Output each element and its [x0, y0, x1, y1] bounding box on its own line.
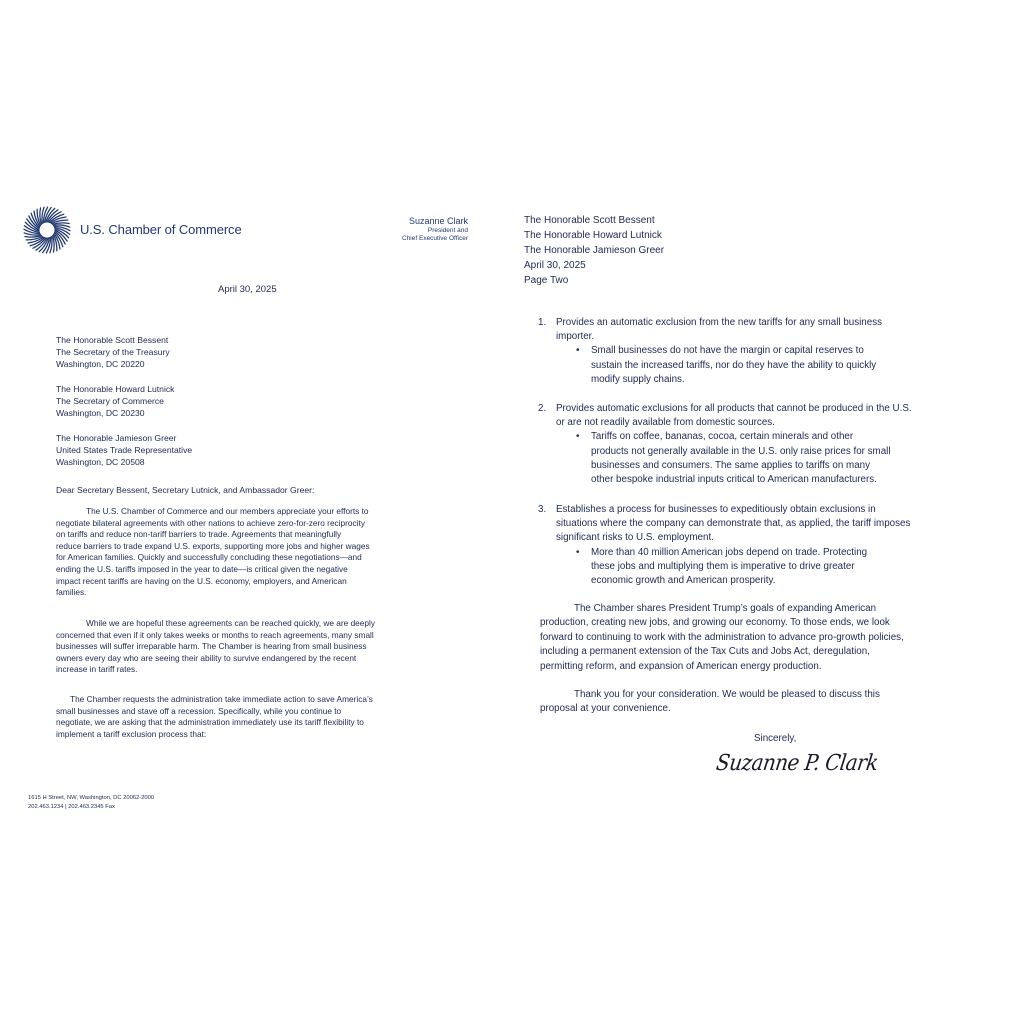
item-text-line: Provides automatic exclusions for all products that cannot be produced in the U.S. [556, 403, 912, 414]
letter-page-two [510, 205, 1010, 825]
item-number: 2. [538, 403, 547, 414]
addressee-line: The Secretary of the Treasury [56, 347, 170, 357]
paragraph-line: While we are hopeful these agreements can be reached quickly, we are deeply [86, 618, 376, 628]
bullet-text-line: modify supply chains. [591, 373, 685, 385]
paragraph-line: impact recent tariffs are having on the U.S. economy, employers, and American [56, 575, 347, 586]
addressee-line: The Secretary of Commerce [56, 396, 164, 406]
paragraph-line: The Chamber requests the administration take immediate action to save America’s [70, 694, 373, 704]
body-paragraph [56, 694, 461, 740]
salutation: Dear Secretary Bessent, Secretary Lutnick, and Ambassador Greer: [56, 485, 315, 495]
addressee-line: The Honorable Howard Lutnick [56, 384, 175, 394]
signature-text: Suzanne P. Clark [714, 751, 880, 776]
paragraph-line: on tariffs and reduce non-tariff barriers to trade. Agreements that meaningfully [56, 529, 342, 540]
executive-name: Suzanne Clark [408, 216, 468, 226]
item-number: 1. [538, 317, 547, 328]
bullet-text-line: these jobs and multiplying them is imperative to drive greater [591, 560, 855, 572]
addressee-line: The Honorable Scott Bessent [56, 335, 169, 345]
addressee-line: Washington, DC 20230 [56, 408, 145, 418]
handwritten-signature [710, 743, 890, 805]
executive-title-line: Chief Executive Officer [402, 235, 468, 242]
addressee-line: The Honorable Jamieson Greer [56, 433, 177, 443]
bullet-text-line: Small businesses do not have the margin or capital reserves to [591, 345, 864, 357]
addressee-block [56, 334, 170, 370]
bullet-text-line: economic growth and American prosperity. [591, 575, 776, 587]
addressee-line: United States Trade Representative [56, 445, 193, 455]
addressee-block [56, 432, 192, 468]
body-paragraph [56, 506, 461, 599]
item-text-line: or are not readily available from domestic sources. [556, 417, 775, 429]
bullet-text-line: businesses and consumers. The same applies to tariffs on many [591, 459, 870, 471]
paragraph-line: permitting reform, and expansion of American energy production. [540, 660, 822, 672]
bullet-text-line: Tariffs on coffee, bananas, cocoa, certain minerals and other [591, 431, 854, 443]
paragraph-line: reduce barriers to trade expand U.S. exports, supporting more jobs and higher wages [56, 540, 370, 551]
letter-date: April 30, 2025 [218, 284, 277, 295]
bullet-point [574, 344, 882, 387]
paragraph-line: implement a tariff exclusion process that: [56, 728, 207, 739]
chamber-logo-icon [22, 205, 72, 255]
body-paragraph [540, 602, 904, 674]
paragraph-line: The U.S. Chamber of Commerce and our members appreciate your efforts to [86, 506, 369, 516]
paragraph-line: Thank you for your consideration. We would be pleased to discuss this [574, 689, 880, 700]
letter-footer [28, 794, 154, 812]
item-number: 3. [538, 504, 547, 515]
header-line: The Honorable Scott Bessent [524, 215, 655, 226]
header-line: The Honorable Jamieson Greer [524, 245, 665, 256]
footer-address: 1615 H Street, NW, Washington, DC 20062-2000 [28, 795, 155, 801]
item-text-line: situations where the company can demonstrate that, as applied, the tariff imposes [556, 518, 911, 530]
paragraph-line: production, creating new jobs, and growing our economy. To those ends, we look [540, 617, 890, 629]
item-text-line: Establishes a process for businesses to expeditiously obtain exclusions in [556, 504, 876, 515]
bullet-text-line: More than 40 million American jobs depend on trade. Protecting [591, 546, 868, 558]
item-text-line: Provides an automatic exclusion from the new tariffs for any small business [556, 317, 882, 328]
closing-salutation: Sincerely, [754, 733, 797, 744]
executive-title-line: President and [427, 227, 468, 234]
bullet-point [574, 546, 910, 589]
body-paragraph [56, 618, 461, 676]
footer-phone: 202.463.1234 | 202.463.2345 Fax [28, 804, 115, 810]
addressee-line: Washington, DC 20508 [56, 457, 145, 467]
addressee-block [56, 383, 174, 419]
paragraph-line: businesses will suffer irreparable harm. The Chamber is hearing from small business [56, 641, 367, 652]
bullet-icon: • [576, 546, 580, 558]
paragraph-line: ending the U.S. tariffs imposed in the year to date—is critical given the negative [56, 563, 348, 574]
paragraph-line: increase in tariff rates. [56, 664, 138, 675]
bullet-point [574, 430, 912, 487]
organization-name: U.S. Chamber of Commerce [80, 222, 242, 237]
addressee-line: Washington, DC 20220 [56, 359, 145, 369]
header-line: April 30, 2025 [524, 260, 586, 271]
paragraph-line: The Chamber shares President Trump’s goals of expanding American [574, 603, 877, 614]
paragraph-line: for American families. Quickly and successfully concluding these negotiations—and [56, 552, 362, 563]
header-line: Page Two [524, 275, 569, 286]
bullet-text-line: sustain the increased tariffs, nor do they have the ability to quickly [591, 359, 877, 371]
page-two-header [524, 213, 664, 288]
letter-page-one [14, 200, 494, 820]
executive-block [402, 216, 468, 243]
item-text-line: significant risks to U.S. employment. [556, 532, 714, 544]
item-text-line: importer. [556, 331, 595, 343]
paragraph-line: families. [56, 587, 87, 598]
paragraph-line: concerned that even if it only takes weeks or months to reach agreements, many small [56, 629, 374, 640]
paragraph-line: small businesses and stave off a recession. Specifically, while you continue to [56, 705, 342, 716]
paragraph-line: forward to continuing to work with the administration to advance pro-growth policies, [540, 631, 904, 643]
body-paragraph [540, 688, 880, 717]
paragraph-line: owners every day who are seeing their ability to survive endangered by the recent [56, 652, 357, 663]
paragraph-line: negotiate bilateral agreements with other nations to achieve zero-for-zero reciprocity [56, 517, 365, 528]
header-line: The Honorable Howard Lutnick [524, 230, 662, 241]
bullet-text-line: other bespoke industrial inputs critical to American manufacturers. [591, 474, 877, 486]
paragraph-line: including a permanent extension of the Tax Cuts and Jobs Act, deregulation, [540, 646, 870, 658]
bullet-icon: • [576, 345, 580, 357]
paragraph-line: negotiate, we are asking that the administration immediately use its tariff flexibility to [56, 717, 364, 728]
bullet-icon: • [576, 431, 580, 443]
paragraph-line: proposal at your convenience. [540, 703, 671, 715]
bullet-text-line: products not generally available in the U.S. only raise prices for small [591, 445, 891, 457]
